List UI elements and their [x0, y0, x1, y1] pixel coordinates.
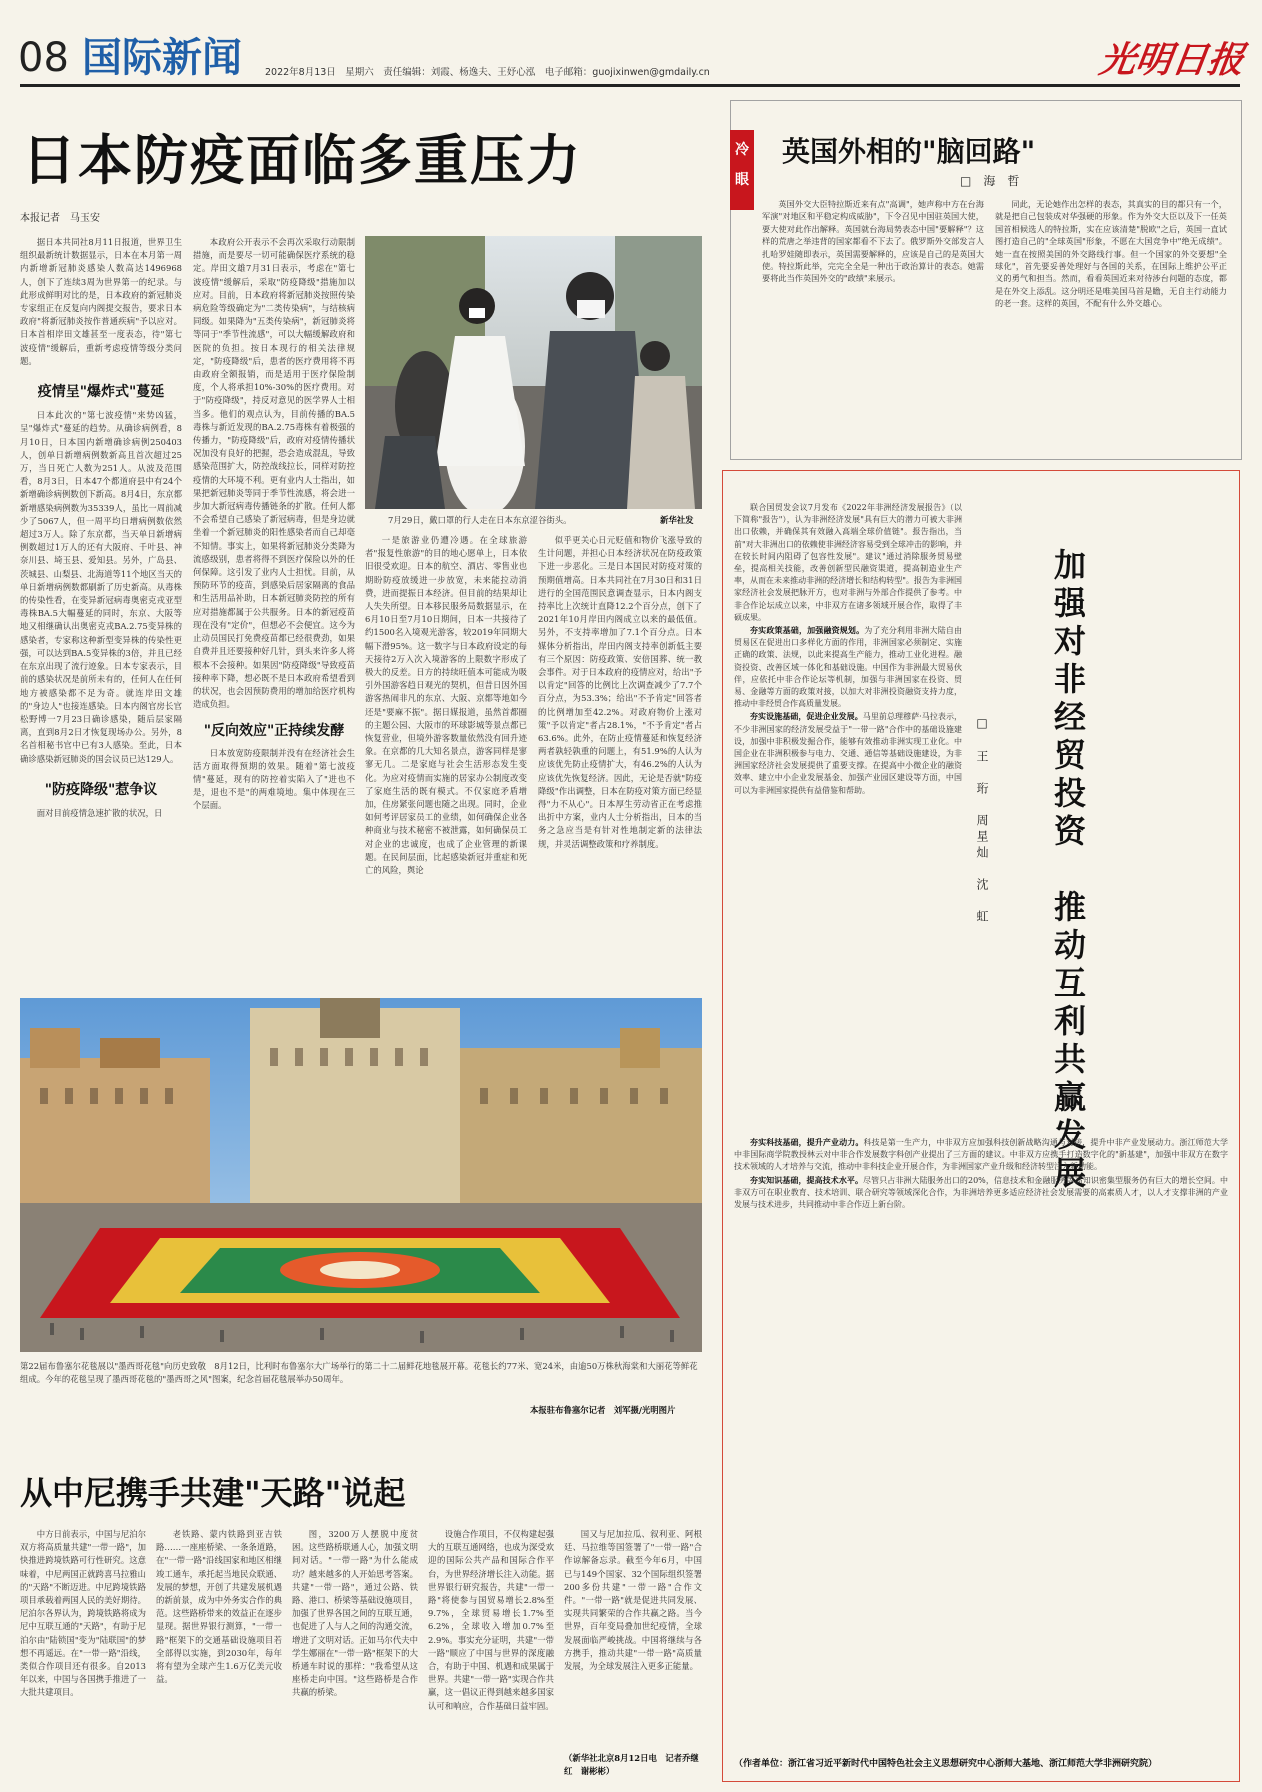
- column-tag-char-1: 冷: [735, 142, 749, 158]
- article1-sub2-text: 面对目前疫情急速扩散的状况，日: [36, 807, 163, 818]
- article3-col5: 国又与尼加拉瓜、叙利亚、阿根廷、马拉维等国签署了"一带一路"合作谅解备忘录。截至今年6月，中国已与149个国家、32个国际组织签署200多份共建"一带一路"合作文件。"一带一路"就是促进共同发展、实现共同繁荣的合作共赢之路。当今世界，百年变局叠加世纪疫情，全球发展面临严峻挑战。中国将继续与各方携手，推动共建"一带一路"高质量发展，为全球发展注入更多正能量。: [564, 1529, 702, 1672]
- column-tag: [730, 130, 754, 210]
- article1-col1: [20, 236, 182, 982]
- article3-dateline: （新华社北京8月12日电 记者乔继红 谢彬彬）: [564, 1753, 699, 1776]
- article3-col3: 图，3200万人摆脱中度贫困。这些路桥联通人心，加强文明间对话。"一带一路"为什么能成功？越来越多的人开始思考答案。共建"一带一路"，通过公路、铁路、港口、桥梁等基础设施项目，加强了世界各国之间的互联互通，也促进了人与人之间的沟通交流，增进了文明对话。正如马尔代夫中学生娜丽在"一带一路"框架下的大桥通车时说的那样："我希望从这座桥走向中国。"这些路桥是合作共赢的桥梁。: [292, 1529, 418, 1698]
- column-author: □ 海 哲: [960, 174, 1020, 188]
- article1-subhead-2: "防疫降级"惹争议: [44, 781, 158, 798]
- article1-subhead-3: "反向效应"正持续发酵: [203, 723, 345, 740]
- article3-col4: 设施合作项目，不仅构建起强大的互联互通网络，也成为深受欢迎的国际公共产品和国际合作平台，为世界经济增长注入动能。据世界银行研究报告，共建"一带一路"将使参与国贸易增长2.8%至9.7%，全球贸易增长1.7%至6.2%，全球收入增加0.7%至2.9%。事实充分证明，共建"一带一路"顺应了中国与世界的深度融合，有助于中国、机遇和成果属于世界。共建"一带一路"实现合作共赢，这一倡议正得到越来越多国家认可和响应，合作基础日益牢固。: [428, 1529, 554, 1711]
- article2-bottom-text: 夯实科技基础，提升产业动力。科技是第一生产力，中非双方应加强科技创新战略沟通与对接，提升中非产业发展动力。浙江师范大学中非国际商学院教授林云对中非合作发展数字科创产业提出了三方面的建议。中非双方应携手打造数字化的"新基建"，加强中非双方在数字技术领域的人才培养与交流，推动中非科技企业开展合作，为非洲国家产业升级和经济转型注入新动能。 夯实知识基础，提高技术水平。尽管只占非洲大陆服务出口的20%，信息技术和金融服务等高知识密集型服务仍有巨大的增长空间。中非双方可在职业教育、技术培训、联合研究等领域深化合作，为非洲培养更多适应经济社会发展需要的高素质人才，以人才支撑非洲的产业发展与技术进步，共同推动中非合作迈上新台阶。: [734, 1137, 1228, 1210]
- article3-title: 从中尼携手共建"天路"说起: [20, 1474, 406, 1512]
- article1-sub1-text: 日本此次的"第七波疫情"来势凶猛，呈"爆炸式"蔓延的趋势。从确诊病例看，8月10日，日本国内新增确诊病例250403人，创单日新增病例数新高且首次超过25万，当日死亡人数为251人。从波及范围看，8月3日，日本47个都道府县中有24个新增确诊病例数创下新高。8月4日，东京都新增感染病例数为35339人，虽比一周前减少了5067人，但一周平均日增病例数依然超过3万人。除了东京都，当天单日新增病例数超过1万人的还有大阪府、千叶县、神奈川县、埼玉县、爱知县。另外，广岛县、茨城县、山梨县、北海道等11个地区当天的单日新增病例数都刷新了历史新高。从毒株的传染性看，在变异新冠病毒奥密克戎亚型毒株BA.5大幅蔓延的同时，东京、大阪等地又相继确认出奥密克戎BA.2.75变异株的感染者，专家称这种新型变异株的传染性更强，可以达到BA.5变异株的3倍，并且已经在东京出现了流行迹象。日本专家表示，目前的感染状况是前所未有的，任何人在任何地方被感染都不足为奇。就连岸田文雄的"身边人"也接连感染。日本内阁官房长官松野博一7月23日确诊感染，随后层家隔离，直到8月2日才恢复现场办公。另外，8名首相秘书官中已有3人感染。至此，日本确诊感染新冠肺炎的国会议员已达129人。: [20, 410, 182, 764]
- photo2-credit: 本报驻布鲁塞尔记者 刘军摄/光明图片: [530, 1405, 676, 1415]
- column-tag-char-2: 眼: [735, 172, 749, 188]
- article2-top-text: 联合国贸发会议7月发布《2022年非洲经济发展报告》（以下简称"报告"），认为非洲经济发展"具有巨大的潜力可被大非洲出口依赖，并确保其有效融入高端全球价值链"。报告指出，当前"对大非洲出口的依赖使非洲经济容易受到全球冲击的影响，并在较长时间内阻碍了包容性发展"。建议"通过消除服务贸易壁垒，提高相关技能，改善创新型民融资渠道，提高制造业生产率，从而在未来推动非洲的经济增长和结构转型"。报告为非洲国家经济社会发展把脉开方，也对非洲与外部合作提供了参考。中非合作论坛成立以来，中非双方在诸多领域开展合作，取得了丰硕成果。 夯实政策基础，加强融资规划。为了充分利用非洲大陆自由贸易区在促进出口多样化方面的作用，非洲国家必须制定、实施正确的政策、法规，以此来提高生产能力，推动工业化进程。融资投资、改善区域一体化和基础设施。中国作为非洲最大贸易伙伴，应依托中非合作论坛等机制，加强与非洲国家在投资、贸易、金融等方面的政策对接，以加大对非洲投资融资支持力度，推动中非经贸合作高质量发展。 夯实设施基础，促进企业发展。马里前总理穆萨·马拉表示，不少非洲国家的经济发展受益于"一带一路"合作中的基础设施建设，加强中非积极发掘合作，能够有效推动非洲实现工业化。中国企业在非洲积极参与电力、交通、通信等基础设施建设，为非洲国家经济社会发展提供了重要支撑。在提高中小微企业的融资效率、建立中小企业发展基金、加强产业园区建设等方面，中国可以为非洲国家提供有益借鉴和帮助。: [734, 503, 962, 795]
- tokyo-street-photo: [365, 236, 702, 509]
- section-title: 国际新闻: [82, 35, 242, 81]
- article2-title-line2: 推动互利共赢发展: [1049, 890, 1087, 1194]
- article2-authors: □ 王 珩 周星灿 沈 虹: [975, 716, 989, 926]
- paper-logo: 光明日报: [1096, 39, 1247, 81]
- photo1-caption: 7月29日，戴口罩的行人走在日本东京涩谷街头。: [388, 515, 572, 525]
- masthead-rule: [20, 84, 1240, 87]
- brussels-flower-carpet-photo: [20, 998, 702, 1352]
- article2-title-line1: 加强对非经贸投资: [1049, 548, 1087, 852]
- article2-p1-label: 夯实政策基础，加强融资规划。: [750, 625, 865, 636]
- article1-sub3-text: 日本放宽防疫限制并没有在经济社会生活方面取得预期的效果。随着"第七波疫情"蔓延，现有的防控着实陷入了"进也不是，退也不是"的两难境地。集中体现在三个层面。: [193, 747, 355, 811]
- column-text-left: 英国外交大臣特拉斯近来有点"高调"，她声称中方在台海军演"对地区和平稳定构成威胁"，下令召见中国驻英国大使，要大使对此作出解释。英国就台海局势表态中国"要解释"？这样的荒唐之举违背的国家都看不下去了。俄罗斯外交部发言人扎哈罗娃随即表示，英国需要解释的，应该是自己的是英国大使。特拉斯此举，完完全全是一种出于政治算计的表态。她需要将此当作英国外交的"政绩"来展示。: [762, 199, 984, 284]
- article1-byline: 本报记者 马玉安: [20, 213, 100, 224]
- article2-title: [1018, 548, 1088, 1194]
- photo1-credit: 新华社发: [660, 515, 694, 525]
- article1-title: 日本防疫面临多重压力: [22, 128, 582, 192]
- column-title: 英国外相的"脑回路": [782, 135, 1036, 168]
- page-number: 08: [18, 35, 69, 81]
- article2-author-note: （作者单位：浙江省习近平新时代中国特色社会主义思想研究中心浙师大基地、浙江师范大学非洲研究院）: [734, 1759, 1158, 1769]
- article2-p3-label: 夯实科技基础，提升产业动力。: [750, 1137, 864, 1147]
- article1-col3: 一是旅游业仍遭冷遇。在全球旅游者"报复性旅游"的目的地心愿单上，日本依旧很受欢迎。日本的航空、酒店、零售业也期盼防疫放缓进一步放宽，未来能拉动消费，进而提振日本经济。但目前的结果却让人失失所望。日本移民服务局数据显示，在6月10日至7月10日期间，日本一共接待了约1500名入境观光游客，较2019年同期大幅下滑95%。这一数字与日本政府设定的每天接待2万入次入境游客的上限数字形成了极大的反差。日方的持续旺值本可能成为吸引外国游客趋日观光的契机，但昔日因外国游客热闹非凡的东京、大阪、京都等地如今还是"要麻不振"。据日媒报道，虽然首都圈的主题公园、大阪市的环球影城等景点都已恢复营业，但境外游客数量依然没有回升迹象。在京都的几大知名景点，游客同样是寥寥无几。二是家庭与社会生活形态发生变化。为应对疫情而实施的居家办公制度改变了家庭生活的既有模式。不仅家庭矛盾增加，住房紧张问题也随之出现。同时，企业如何考评居家员工的业绩，如何确保企业各种商业与技术秘密不被泄露，如何确保员工对企业的忠诚度，也成了企业管理的新课题。在民间层面，比起感染新冠并重症和死亡的风险，舆论: [365, 535, 527, 876]
- article3-col2: 老铁路、蒙内铁路到亚吉铁路……一座座桥梁、一条条道路，在"一带一路"沿线国家和地区相继竣工通车，承托起当地民众联通、发展的梦想，开创了共建发展机遇的新前景，成为中外务实合作的典范。这些路桥带来的效益正在逐步显现。据世界银行测算，"一带一路"框架下的交通基础设施项目若全部得以实施，到2030年，每年将有望为全球产生1.6万亿美元收益。: [156, 1529, 282, 1685]
- article2-p4-label: 夯实知识基础，提高技术水平。: [750, 1174, 864, 1185]
- column-text-right: 同此，无论她作出怎样的表态，其真实的目的都只有一个，就是把自己包装成对华强硬的形象。作为外交大臣以及下一任英国首相候选人的特拉斯，实在应该清楚"脱欧"之后，英国一直试图打造自己的"全球英国"形象，不愿在大国竞争中"绝无成绩"。她一直在按照美国的外交路线行事。但一个国家的外交要想"全球化"，首先要妥善处理好与各国的关系，在国际上维护公平正义的勇气和担当。然而，看看英国近来对待涉台问题的态度，都是在外交上添乱。这分明还是唯美国马首是瞻，无自主行动能力的老一套。这样的英国，不配有什么外交雄心。: [995, 199, 1227, 309]
- article1-col4: 似乎更关心日元贬值和物价飞涨导致的生计问题，并担心日本经济状况在防疫政策下进一步恶化。三是日本国民对防疫对策的预期值增高。日本共同社在7月30日和31日进行的全国范围民意调查显示，日本内阁支持率比上次统计直降12.2个百分点，创下了2021年10月岸田内阁成立以来的最低值。另外，不支持率增加了7.1个百分点。日本媒体分析指出，岸田内阁支持率创新低主要有三个原因：防疫政策、安倍国葬、统一教会事件。对于日本政府的疫情应对，给出"予以肯定"回答的比例比上次调查减少了7.7个百分点，为53.3%；给出"不予肯定"回答者的比例增加至42.2%。对政府物价上涨对策"予以肯定"者占28.1%，"不予肯定"者占63.6%。此外，在防止疫情蔓延和恢复经济两者孰轻孰重的问题上，有51.9%的人认为应该优先防止疫情扩大，有46.2%的人认为应该优先恢复经济。因此，无论是否就"防疫降级"作出调整，日本在防疫对策方面已经显得"力不从心"。日本厚生劳动省正在考虑推出折中方案，业内人士分析指出，日本的当务之急应当是有针对性地制定新的法律法规，并灵活调整政策和疗养制度。: [538, 535, 702, 849]
- article2-p2-label: 夯实设施基础，促进企业发展。: [750, 711, 863, 722]
- article1-lead: 据日本共同社8月11日报道，世界卫生组织最新统计数据显示，日本在本月第一周内新增新冠肺炎感染人数高达1496968人，创下了连续3周为世界第一的纪录。与此形成鲜明对比的是，日本政府的新冠肺炎专家组正在反复向内阁提交报告，要求日本政府"将新冠肺炎按作普通疾病"予以应对。日本首相岸田文雄甚至一度表态，待"第七波疫情"缓解后，重新考虑疫情等级分类问题。: [20, 237, 182, 366]
- photo2-caption: 第22届布鲁塞尔花毯展以"墨西哥花毯"向历史致敬 8月12日，比利时布鲁塞尔大广场举行的第二十二届鲜花地毯展开幕。花毯长约77米、宽24米，由逾50万株秋海棠和大丽花等鲜花组成。今年的花毯呈现了墨西哥花毯的"墨西哥之风"图案，纪念首届花毯展举办50周年。: [20, 1361, 698, 1384]
- article1-subhead-1: 疫情呈"爆炸式"蔓延: [37, 384, 165, 401]
- masthead-info: 2022年8月13日 星期六 责任编辑：刘霞、杨逸夫、王妤心泓 电子邮箱：guojixinwen@gmdaily.cn: [265, 67, 710, 78]
- article3-col1: 中方日前表示，中国与尼泊尔双方将高质量共建"一带一路"，加快推进跨境铁路可行性研究。这意味着，中尼两国正就跨喜马拉雅山的"天路"不断迈进。中尼跨境铁路项目承载着两国人民的美好期待。尼泊尔各界认为，跨境铁路将成为尼中互联互通的"天路"，有助于尼泊尔由"陆锁国"变为"陆联国"的梦想不再遥远。在"一带一路"沿线，类似合作项目还有很多。自2013年以来，中国与各国携手推进了一大批共建项目。: [20, 1529, 146, 1698]
- article1-col2: 本政府公开表示不会再次采取行动限制措施，而是要尽一切可能确保医疗系统的稳定。岸田文雄7月31日表示，考虑在"第七波疫情"缓解后，采取"防疫降级"措施加以应对。目前，日本政府将新冠肺炎按照传染病危险等级确定为"二类传染病"，与结核病同级。如果降为"五类传染病"，新冠肺炎将等同于"季节性流感"，可以大幅缓解政府和医院的负担。按日本现行的相关法律规定，"防疫降级"后，患者的医疗费用将不再由政府全额报销，而是适用于医疗保险制度，个人将承担10%-30%的医疗费用。对于"防疫降级"，持反对意见的医学界人士相当多。他们的观点认为，目前传播的BA.5毒株与新近发现的BA.2.75毒株有着极强的传播力，"防疫降级"后，政府对疫情传播状况加没有良好的把握，恐会造成混乱，导致感染范围扩大，防控战线拉长，同样对防控疫情的大环境不利。更有业内人士指出，如果把新冠肺炎等同于季节性流感，将会进一步加大新冠病毒传播链条的扩散。任何人都不会希望自己感染了新冠病毒，但是身边就坐着一个新冠肺炎的阳性感染者而自己却毫不知情。事实上，如果将新冠肺炎分类降为流感级别，患者将得不到医疗保险以外的任何保障。这引发了业内人士担忧。目前，从预防环节的疫苗，到感染后居家隔离的食品和生活用品补助，日本新冠肺炎防控的所有应对措施都属于公共服务。日本的新冠疫苗现在没有"定价"，但想必不会便宜。这今为止动员国民打免费疫苗都已经很费劲，如果自费并且还要接种好几针，到头来许多人将根本不会接种。如果因"防疫降级"导致疫苗接种率下降，想必既不是日本政府希望看到的状况，也会因预防费用的增加给医疗机构造成负担。 "反向效应"正持续发酵 日本放宽防疫限制并没有在经济社会生活方面取得预期的效果。随着"第七波疫情"蔓延，现有的防控着实陷入了"进也不是，退也不是"的两难境地。集中体现在三个层面。: [193, 236, 355, 982]
